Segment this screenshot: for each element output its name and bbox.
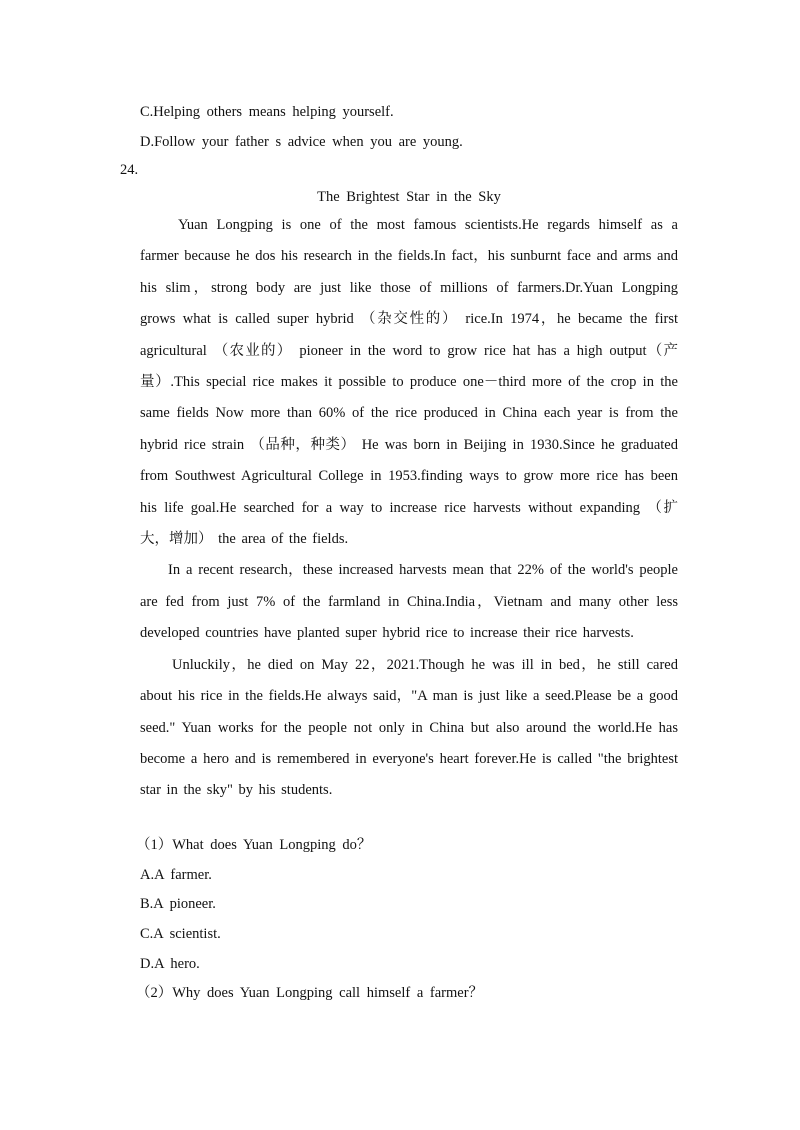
sub-question-1-option-b: B.A pioneer.: [140, 896, 216, 913]
question-number: 24.: [120, 162, 139, 178]
sub-question-2-stem: （2）Why does Yuan Longping call himself a farmer？: [136, 985, 484, 1002]
paragraph-1: Yuan Longping is one of the most famous scientists.He regards himself as a farmer because he dos his research in the fields.In fact，his sunburnt face and arms and his slim，strong body are just like those of millions of farmers.Dr.Yuan Longping grows what is called super hybrid （杂交性的） rice.In 1974，he became the first agricultural （农业的） pioneer in the word to grow rice hat has a high output（产量）.This special rice makes it possible to produce one－third more of the crop in the same fields Now more than 60% of the rice produced in China each year is from the hybrid rice strain （品种，种类） He was born in Beijing in 1930.Since he graduated from Southwest Agricultural College in 1953.finding ways to grow more rice has been his life goal.He searched for a way to increase rice harvests without expanding （扩大，增加） the area of the fields.: [140, 217, 678, 548]
sub-questions: [136, 831, 700, 1009]
sub-question-1-stem: （1）What does Yuan Longping do？: [136, 837, 372, 853]
sub-question-1-option-d: D.A hero.: [140, 955, 200, 972]
passage-title: The Brightest Star in the Sky: [317, 189, 501, 205]
paragraph-3: Unluckily，he died on May 22，2021.Though he was ill in bed，he still cared about his rice in the fields.He always said，"A man is just like a seed.Please be a good seed." Yuan works for the people not only in China but also around the world.He has become a hero and is remembered in everyone's heart forever.He is called "the brightest star in the sky" by his students.: [140, 656, 678, 799]
paragraph-2: In a recent research，these increased harvests mean that 22% of the world's people are fed from just 7% of the farmland in China.India，Vietnam and many other less developed countries have planted super hybrid rice to increase their rice harvests.: [140, 562, 678, 642]
sub-question-1-option-c: C.A scientist.: [140, 926, 221, 943]
reading-passage: [140, 210, 678, 807]
option-d: D.Follow your father s advice when you are young.: [140, 134, 463, 150]
sub-question-1-option-a: A.A farmer.: [140, 866, 212, 883]
previous-question-options: [140, 97, 700, 157]
option-c: C.Helping others means helping yourself.: [140, 104, 394, 120]
